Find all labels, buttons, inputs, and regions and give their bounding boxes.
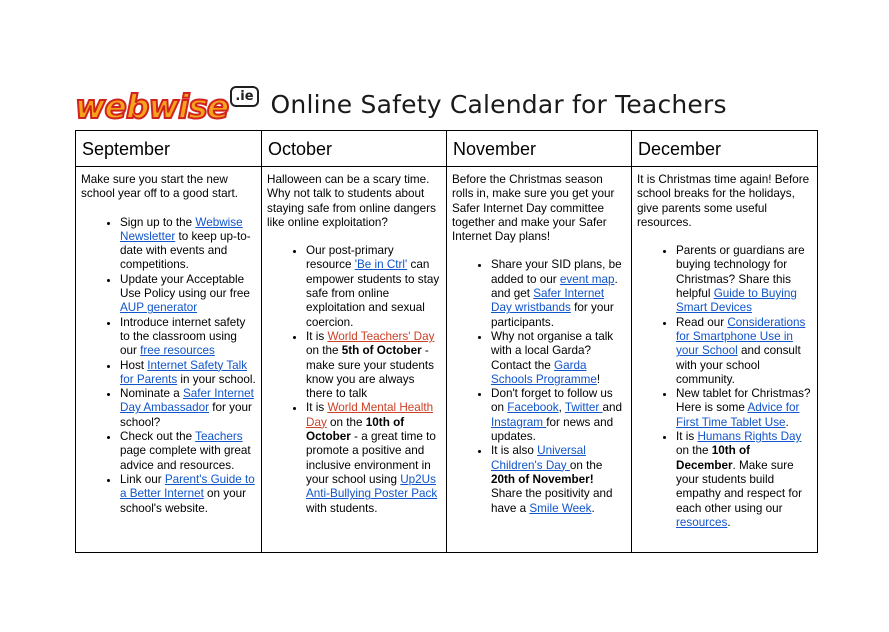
tip-text: Parents or guardians are buying technology for Christmas? Share this helpful xyxy=(676,244,805,301)
logo-wordmark: webwise xyxy=(75,87,229,126)
tip-item xyxy=(676,316,812,387)
tip-text: Nominate a xyxy=(120,387,184,401)
tip-text: , xyxy=(558,401,565,415)
tip-text: can empower students to stay safe from online exploitation and sexual coercion. xyxy=(306,258,440,329)
month-intro: Halloween can be a scary time. Why not talk to students about staying safe from online dangers like online exploitation? xyxy=(267,173,436,229)
month-intro: Before the Christmas season rolls in, make sure you get your Safer Internet Day committee together and make your Safer Internet Day plans! xyxy=(452,173,615,244)
tip-item xyxy=(306,330,441,401)
tip-text: Update your Acceptable Use Policy using our free xyxy=(120,272,250,301)
resource-link[interactable]: Webwise Newsletter xyxy=(120,215,243,243)
tip-item xyxy=(120,473,256,516)
calendar-table xyxy=(75,130,818,553)
tip-item xyxy=(120,216,256,273)
tip-text: for your school? xyxy=(120,401,252,429)
tip-item xyxy=(676,430,812,530)
resource-link[interactable]: Internet Safety Talk for Parents xyxy=(120,358,248,386)
resource-link[interactable]: Humans Rights Day xyxy=(697,430,802,444)
resource-link[interactable]: World Teachers' Day xyxy=(327,329,435,343)
tip-item xyxy=(120,316,256,359)
month-cell-november xyxy=(447,167,632,553)
tip-text: Don't forget to follow us on xyxy=(491,387,613,415)
date-highlight: 10th of October xyxy=(306,415,405,444)
tip-item xyxy=(120,273,256,316)
month-cell-december xyxy=(632,167,818,553)
resource-link[interactable]: Instagram xyxy=(491,415,547,429)
tip-text: . xyxy=(727,515,731,529)
tip-item xyxy=(676,244,812,315)
resource-link[interactable]: World Mental Health Day xyxy=(306,401,434,429)
tip-text: Sign up to the xyxy=(120,215,196,229)
tip-text: . xyxy=(591,501,595,515)
tip-list xyxy=(267,244,441,516)
tip-item xyxy=(676,387,812,430)
date-highlight: 20th of November! xyxy=(491,472,594,486)
resource-link[interactable]: free resources xyxy=(140,344,215,358)
month-header-october: October xyxy=(262,131,447,167)
tip-text: Link our xyxy=(120,472,165,486)
resource-link[interactable]: Advice for First Time Tablet Use xyxy=(676,401,800,429)
tip-text: . Make sure your students build empathy and respect for each other using our xyxy=(676,458,803,515)
month-intro: It is Christmas time again! Before school breaks for the holidays, give parents some useful resources. xyxy=(637,173,810,229)
tip-text: Read our xyxy=(676,315,728,329)
resource-link[interactable]: Guide to Buying Smart Devices xyxy=(676,287,797,315)
tip-list xyxy=(81,216,256,516)
page-title: Online Safety Calendar for Teachers xyxy=(270,90,727,119)
month-header-september: September xyxy=(76,131,262,167)
tip-text: in your school. xyxy=(177,372,256,386)
tip-text: Check out the xyxy=(120,430,196,444)
tip-text: page complete with great advice and resources. xyxy=(120,444,251,472)
tip-item xyxy=(120,387,256,430)
date-highlight: 10th of December xyxy=(676,444,751,472)
tip-text: on the xyxy=(676,444,712,458)
tip-text: on the xyxy=(306,344,342,358)
tip-text: It is xyxy=(676,430,698,444)
tip-text: Our post-primary resource xyxy=(306,244,394,272)
tip-item xyxy=(491,330,626,387)
tip-text: It is xyxy=(306,401,328,415)
resource-link[interactable]: Parent's Guide to a Better Internet xyxy=(120,472,255,501)
tip-list xyxy=(452,258,626,515)
resource-link[interactable]: Garda Schools Programme xyxy=(491,358,597,386)
tip-text: on the xyxy=(569,458,603,472)
tip-item xyxy=(120,359,256,388)
resource-link[interactable]: resources xyxy=(676,515,728,529)
tip-text: on your school's website. xyxy=(120,487,247,515)
tip-item xyxy=(306,244,441,330)
tip-text: . xyxy=(785,415,789,429)
tip-item xyxy=(491,444,626,515)
tip-text: to keep up-to-date with events and competitions. xyxy=(120,229,251,272)
tip-text: Share the positivity and have a xyxy=(491,487,613,515)
month-header-december: December xyxy=(632,131,818,167)
tip-text: and consult with your school community. xyxy=(676,344,801,386)
resource-link[interactable]: Universal Children's Day xyxy=(491,444,586,472)
tip-text: Why not organise a talk with a local Garda? Contact the xyxy=(491,329,614,372)
tip-item xyxy=(491,258,626,329)
tip-text: Host xyxy=(120,358,148,372)
resource-link[interactable]: Smile Week xyxy=(529,501,592,515)
logo-badge: .ie xyxy=(230,86,258,107)
resource-link[interactable]: Twitter xyxy=(564,401,603,415)
tip-item xyxy=(491,387,626,444)
tip-text: and xyxy=(602,401,623,415)
month-cell-october xyxy=(262,167,447,553)
month-intro: Make sure you start the new school year off to a good start. xyxy=(81,173,239,201)
page-header xyxy=(75,82,727,128)
tip-list xyxy=(637,244,812,530)
tip-text: ! xyxy=(596,372,601,386)
tip-text: Share your SID plans, be added to our xyxy=(491,258,622,286)
tip-text: - make sure your students know you are always there to talk xyxy=(306,344,434,401)
date-highlight: 5th of October xyxy=(341,344,422,358)
tip-text: It is xyxy=(306,329,328,343)
tip-text: with students. xyxy=(306,501,378,515)
resource-link[interactable]: Considerations for Smartphone Use in your School xyxy=(676,315,806,358)
tip-item xyxy=(306,401,441,515)
tip-text: It is also xyxy=(491,444,538,458)
resource-link[interactable]: AUP generator xyxy=(120,301,198,315)
resource-link[interactable]: Safer Internet Day wristbands xyxy=(491,287,605,315)
month-header-row xyxy=(76,131,818,167)
resource-link[interactable]: event map xyxy=(559,272,615,286)
tip-text: - a great time to promote a positive and inclusive environment in your school using xyxy=(306,430,436,486)
resource-link[interactable]: Facebook xyxy=(507,401,559,415)
tip-text: for news and updates. xyxy=(491,415,614,444)
tip-text: Introduce internet safety to the classroom using our xyxy=(120,315,246,358)
tip-item xyxy=(120,430,256,473)
resource-link[interactable]: Up2Us Anti-Bullying Poster Pack xyxy=(306,472,438,501)
tip-text: on the xyxy=(326,415,366,429)
resource-link[interactable]: 'Be in Ctrl' xyxy=(354,258,408,272)
resource-link[interactable]: Safer Internet Day Ambassador xyxy=(120,387,254,415)
month-cell-september xyxy=(76,167,262,553)
month-header-november: November xyxy=(447,131,632,167)
month-content-row xyxy=(76,167,818,553)
tip-text: . and get xyxy=(491,272,618,301)
resource-link[interactable]: Teachers xyxy=(195,430,243,444)
webwise-logo[interactable] xyxy=(75,85,259,125)
tip-text: for your participants. xyxy=(491,301,614,329)
tip-text: New tablet for Christmas? Here is some xyxy=(676,387,811,415)
